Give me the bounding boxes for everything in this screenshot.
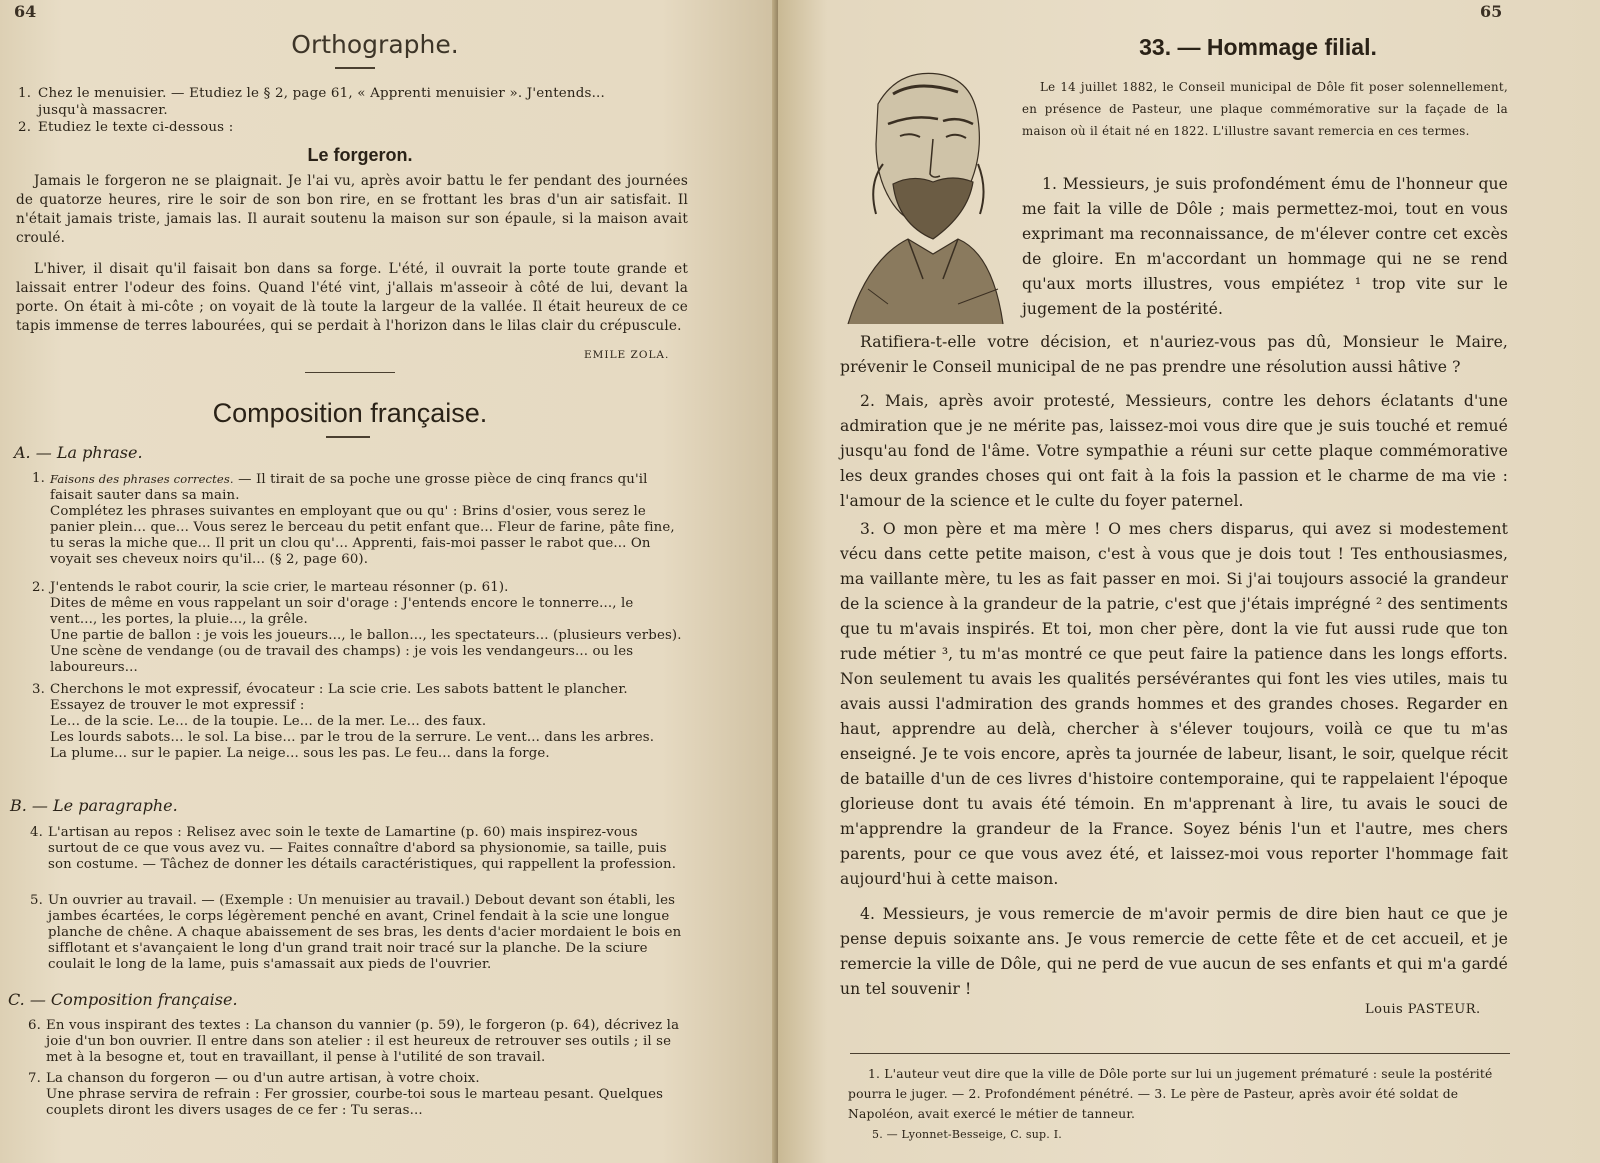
title-rule <box>335 67 375 69</box>
item-4: 4. L'artisan au repos : Relisez avec soin le texte de Lamartine (p. 60) mais inspirez-vous surtout de ce que vous avez vu. — Faites connaître d'abord sa physionomie, sa taille, puis son costume. — Tâchez de donner les détails caractéristiques, qui rappellent la profession. <box>30 825 677 872</box>
speech-paragraph-1: 1. Messieurs, je suis profondément ému de l'honneur que me fait la ville de Dôle ; mais permettez-moi, tout en vous exprimant ma reconnaissance, de m'élever contre cet excès de gloire. En m'accordant un hommage qui ne se rend qu'aux morts illustres, vous empiétez ¹ trop vite sur le jugement de la postérité. <box>1022 175 1508 318</box>
pasteur-portrait <box>838 64 1008 334</box>
item-2: 2. J'entends le rabot courir, la scie crier, le marteau résonner (p. 61). Dites de même en vous rappelant un soir d'orage : J'entends encore le tonnerre..., le vent..., les portes, la pluie..., la grêle. Une partie de ballon : je vois les joueurs..., le ballon..., les spectateurs... (plusieurs verbes). Une scène de vendange (ou de travail des champs) : je vois les vendangeurs... ou les laboureurs... <box>32 580 682 675</box>
forgeron-paragraph-1: Jamais le forgeron ne se plaignait. Je l'ai vu, après avoir battu le fer pendant des journées de quatorze heures, rire le soir de son bon rire, en se frottant les bras d'un air satisfait. Il n'était jamais triste, jamais las. Il aurait soutenu la maison sur son épaule, si la maison avait croulé. <box>16 173 688 246</box>
forgeron-paragraph-2: L'hiver, il disait qu'il faisait bon dans sa forge. L'été, il ouvrait la porte toute grande et laissait entrer l'odeur des foins. Quand l'été vint, j'allais m'asseoir à côté de lui, devant la porte. On était à mi-côte ; on voyait de là toute la largeur de la vallée. Il était heureux de ce tapis immense de terres labourées, qui se perdait à l'horizon dans le lilas clair du crépuscule. <box>16 261 688 334</box>
forgeron-title: Le forgeron. <box>307 145 413 165</box>
footnotes: 1. L'auteur veut dire que la ville de Dôle porte sur lui un jugement prématuré : seule la postérité pourra le juger. — 2. Profondément pénétré. — 3. Le père de Pasteur, après avoir été soldat de Napoléon, avait exercé le métier de tanneur. <box>848 1067 1493 1121</box>
exercise-2: 2. Etudiez le texte ci-dessous : <box>18 120 234 135</box>
hommage-title: 33. — Hommage filial. <box>1139 34 1377 60</box>
item-3: 3. Cherchons le mot expressif, évocateur : La scie crie. Les sabots battent le plancher. Essayez de trouver le mot expressif : Le... de la scie. Le... de la toupie. Le... de la mer. Le... des faux. Les lourds sabots... le sol. La bise... par le trou de la serrure. Le vent... dans les arbres. La plume... sur le papier. La neige... sous les pas. Le feu... dans la forge. <box>32 682 655 761</box>
left-page <box>0 0 778 1163</box>
footnote-rule <box>850 1053 1510 1054</box>
orthographe-title: Orthographe. <box>291 30 459 59</box>
speech-author: Louis PASTEUR. <box>1365 1002 1481 1017</box>
forgeron-author: EMILE ZOLA. <box>584 349 670 361</box>
page-footer: 5. — Lyonnet-Besseige, C. sup. I. <box>872 1128 1062 1141</box>
composition-rule <box>326 436 370 438</box>
item-6: 6. En vous inspirant des textes : La chanson du vannier (p. 59), le forgeron (p. 64), décrivez la joie d'un bon ouvrier. Il entre dans son atelier : il est heureux de retrouver ses outils ; il se met à la besogne et, tout en travaillant, il pense à l'utilité de son travail. <box>28 1018 680 1065</box>
speech-paragraph-3: 3. O mon père et ma mère ! O mes chers disparus, qui avez si modestement vécu dans cette petite maison, c'est à vous que je dois tout ! Tes enthousiasmes, ma vaillante mère, tu les as fait passer en moi. Si j'ai toujours associé la grandeur de la science à la grandeur de la patrie, c'est que j'étais imprégné ² des sentiments que tu m'avais inspirés. Et toi, mon cher père, dont la vie fut aussi rude que ton rude métier ³, tu m'as montré ce que peut faire la patience dans les longs efforts. Non seulement tu avais les qualités persévérantes qui font les vies utiles, mais tu avais aussi l'admiration des grands hommes et des grandes choses. Regarder en haut, apprendre au delà, chercher à s'élever toujours, voilà ce que tu m'as enseigné. Je te vois encore, après ta journée de labeur, lisant, le soir, quelque récit de bataille d'un de ces livres d'histoire contemporaine, qui te rappelaient l'époque glorieuse dont tu avais été témoin. En m'apprenant à lire, tu avais le souci de m'apprendre la grandeur de la France. Soyez bénis l'un et l'autre, mes chers parents, pour ce que vous avez été, et laissez-moi vous reporter l'hommage fait aujourd'hui à cette maison. <box>840 520 1508 888</box>
speech-paragraph-2: 2. Mais, après avoir protesté, Messieurs, contre les dehors éclatants d'une admiration que je ne mérite pas, laissez-moi vous dire que je suis touché et remué jusqu'au fond de l'âme. Votre sympathie a réuni sur cette plaque commémorative les deux grandes choses qui ont fait à la fois la passion et le charme de ma vie : l'amour de la science et le culte du foyer paternel. <box>840 392 1508 510</box>
section-divider <box>305 372 395 373</box>
section-a-heading: A. — La phrase. <box>14 443 143 462</box>
item-1: 1. Faisons des phrases correctes. — Il tirait de sa poche une grosse pièce de cinq francs qu'il faisait sauter dans sa main. Complétez les phrases suivantes en employant que ou qu' : Brins d'osier, vous serez le panier plein... que... Vous serez le berceau du petit enfant que... Fleur de farine, pâte fine, tu seras la miche que... Il prit un clou qu'... Apprenti, fais-moi passer le rabot que... On voyait ses cheveux noirs qu'il... (§ 2, page 60). <box>32 471 675 567</box>
exercise-1: 1. Chez le menuisier. — Etudiez le § 2, page 61, « Apprenti menuisier ». J'entends... jusqu'à massacrer. <box>18 86 605 118</box>
section-c-heading: C. — Composition française. <box>8 990 238 1009</box>
item-5: 5. Un ouvrier au travail. — (Exemple : Un menuisier au travail.) Debout devant son établi, les jambes écartées, le corps légèrement penché en avant, Crinel fendait à la scie une longue planche de chêne. A chaque abaissement de ses bras, les dents d'acier mordaient le bois en sifflotant et s'avançaient le long d'un grand trait noir tracé sur la planche. De la sciure coulait le long de la lame, puis s'amassait aux pieds de l'ouvrier. <box>30 893 682 972</box>
page-number-left: 64 <box>14 2 37 21</box>
composition-title: Composition française. <box>212 398 488 428</box>
page-number-right: 65 <box>1480 2 1503 21</box>
item-7: 7. La chanson du forgeron — ou d'un autre artisan, à votre choix. Une phrase servira de refrain : Fer grossier, courbe-toi sous le marteau pesant. Quelques couplets diront les divers usages de ce fer : Tu seras... <box>28 1071 664 1118</box>
speech-paragraph-1b: Ratifiera-t-elle votre décision, et n'auriez-vous pas dû, Monsieur le Maire, prévenir le Conseil municipal de ne pas prendre une résolution aussi hâtive ? <box>840 333 1508 376</box>
speech-paragraph-4: 4. Messieurs, je vous remercie de m'avoir permis de dire bien haut ce que je pense depuis soixante ans. Je vous remercie de cette fête et de cet accueil, et je remercie la ville de Dôle, qui ne perd de vue aucun de ses enfants et qui m'a gardé un tel souvenir ! <box>840 905 1508 998</box>
intro-text: Le 14 juillet 1882, le Conseil municipal de Dôle fit poser solennellement, en présence de Pasteur, une plaque commémorative sur la façade de la maison où il était né en 1822. L'illustre savant remercia en ces termes. <box>1022 80 1508 138</box>
section-b-heading: B. — Le paragraphe. <box>10 796 178 815</box>
right-page <box>778 0 1600 1163</box>
